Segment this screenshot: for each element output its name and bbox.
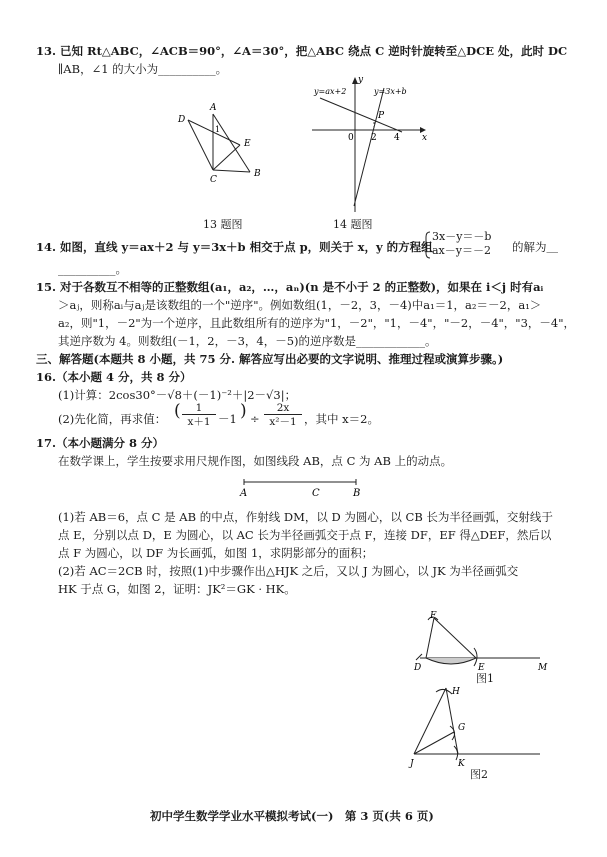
fig2-label-J: J — [410, 759, 414, 769]
q17-part1-line2: 点 E，分别以点 D，E 为圆心，以 AC 长为半径画弧交于点 F，连接 DF，EF 得△DEF，然后以 — [58, 528, 552, 542]
q17-line1: 在数学课上，学生按要求用尺规作图，如图线段 AB，点 C 为 AB 上的动点。 — [58, 454, 453, 468]
q16-frac1-bar — [182, 414, 216, 415]
q17-part1-line1: (1)若 AB＝6，点 C 是 AB 的中点，作射线 DM，以 D 为圆心，以 CB 长为半径画弧，交射线于 — [58, 510, 553, 524]
q16-paren-close: ) — [240, 401, 247, 421]
fig14-label-x: x — [422, 133, 428, 143]
q14-line2: __________。 — [58, 262, 127, 276]
q17-part2-line2: HK 于点 G，如图 2，证明：JK²＝GK · HK。 — [58, 582, 296, 596]
fig13-label-1: 1 — [215, 125, 221, 134]
fig2-caption: 图2 — [470, 768, 488, 781]
q17-part2-line1: (2)若 AC＝2CB 时，按照(1)中步骤作出△HJK 之后，又以 J 为圆心，以 JK 为半径画弧交 — [58, 564, 519, 578]
q16-paren-open: ( — [174, 401, 181, 421]
q16-frac2-bar — [264, 414, 302, 415]
q16-part2-intro: (2)先化简，再求值： — [58, 412, 167, 426]
fig14-label-2: 2 — [371, 133, 377, 143]
fig13-label-D: D — [178, 115, 186, 125]
fig2-label-G: G — [458, 723, 466, 733]
fig1-label-F: F — [430, 611, 437, 621]
fig1-label-E: E — [478, 663, 485, 673]
q14-system-eq1: 3x－y＝－b — [432, 230, 492, 243]
q16-frac1-den: x＋1 — [187, 416, 211, 428]
q15-line1: 15. 对于各数互不相等的正整数组(a₁，a₂，…，aₙ)(n 是不小于 2 的正整数)，如果在 i＜j 时有aᵢ — [36, 280, 544, 294]
fig13-label-E: E — [244, 139, 251, 149]
segment-ab-figure — [238, 470, 368, 500]
q16-frac1-num: 1 — [195, 402, 203, 414]
segment-label-B: B — [353, 488, 361, 499]
fig14-label-y: y — [358, 75, 364, 85]
q16-frac2-num: 2x — [276, 402, 290, 414]
figure-13 — [160, 100, 280, 190]
fig2-label-H: H — [452, 687, 460, 697]
q16-divide: ÷ — [250, 412, 260, 426]
segment-label-C: C — [312, 488, 320, 499]
fig1-label-M: M — [538, 663, 548, 673]
figure-2 — [400, 684, 550, 772]
fig14-label-line2: y=3x+b — [374, 87, 407, 96]
fig13-label-A: A — [210, 103, 217, 113]
q14-line1: 14. 如图，直线 y＝ax＋2 与 y＝3x＋b 相交于点 p，则关于 x，y 的方程组 — [36, 240, 433, 254]
q14-brace — [423, 231, 431, 259]
section-3-heading: 三、解答题(本题共 8 小题，共 75 分. 解答应写出必要的文字说明、推理过程或演算步骤。) — [36, 352, 504, 366]
q13-line1: 13. 已知 Rt△ABC，∠ACB＝90°，∠A＝30°，把△ABC 绕点 C 逆时针旋转至△DCE 处，此时 DC — [36, 44, 568, 58]
fig2-label-K: K — [458, 759, 465, 769]
q16-frac2-den: x²－1 — [269, 416, 297, 428]
q14-system-eq2: ax－y＝－2 — [432, 244, 491, 257]
q16-part1: (1)计算：2cos30°－√8＋(－1)⁻²＋|2－√3|； — [58, 388, 297, 402]
q16-part2-end: ，其中 x＝2。 — [304, 412, 379, 426]
fig13-caption: 13 题图 — [203, 218, 243, 231]
q14-tail: 的解为＿ — [512, 240, 558, 254]
fig14-label-line1: y=ax+2 — [314, 87, 347, 96]
page-footer: 初中学生数学学业水平模拟考试(一) 第 3 页(共 6 页) — [150, 809, 434, 823]
fig14-label-P: P — [378, 111, 385, 121]
q16-heading: 16.（本小题 4 分，共 8 分） — [36, 370, 192, 384]
fig14-caption: 14 题图 — [333, 218, 373, 231]
q16-minus-one: －1 — [218, 412, 237, 426]
fig14-label-4: 4 — [394, 133, 400, 143]
fig14-label-origin: 0 — [348, 133, 354, 143]
fig13-label-C: C — [210, 175, 217, 185]
fig1-caption: 图1 — [476, 672, 494, 685]
q17-part1-line3: 点 F 为圆心，以 DF 为长画弧，如图 1，求阴影部分的面积； — [58, 546, 374, 560]
q15-line2: ＞aⱼ，则称aᵢ与aⱼ是该数组的一个"逆序"。例如数组(1，－2，3，－4)中a₁＝1，a₂＝－2，a₁＞ — [58, 298, 542, 312]
segment-label-A: A — [240, 488, 248, 499]
fig13-label-B: B — [254, 169, 261, 179]
fig1-label-D: D — [414, 663, 422, 673]
q15-line3: a₂，则"1，－2"为一个逆序，且此数组所有的逆序为"1，－2"，"1，－4"，"－2，－4"，"3，－4"， — [58, 316, 576, 330]
q13-line2: ∥AB，∠1 的大小为__________。 — [58, 62, 228, 76]
figure-14 — [312, 74, 442, 214]
q15-line4: 其逆序数为 4。则数组(－1，2，－3，4，－5)的逆序数是____________。 — [58, 334, 437, 348]
q17-heading: 17.（本小题满分 8 分） — [36, 436, 165, 450]
